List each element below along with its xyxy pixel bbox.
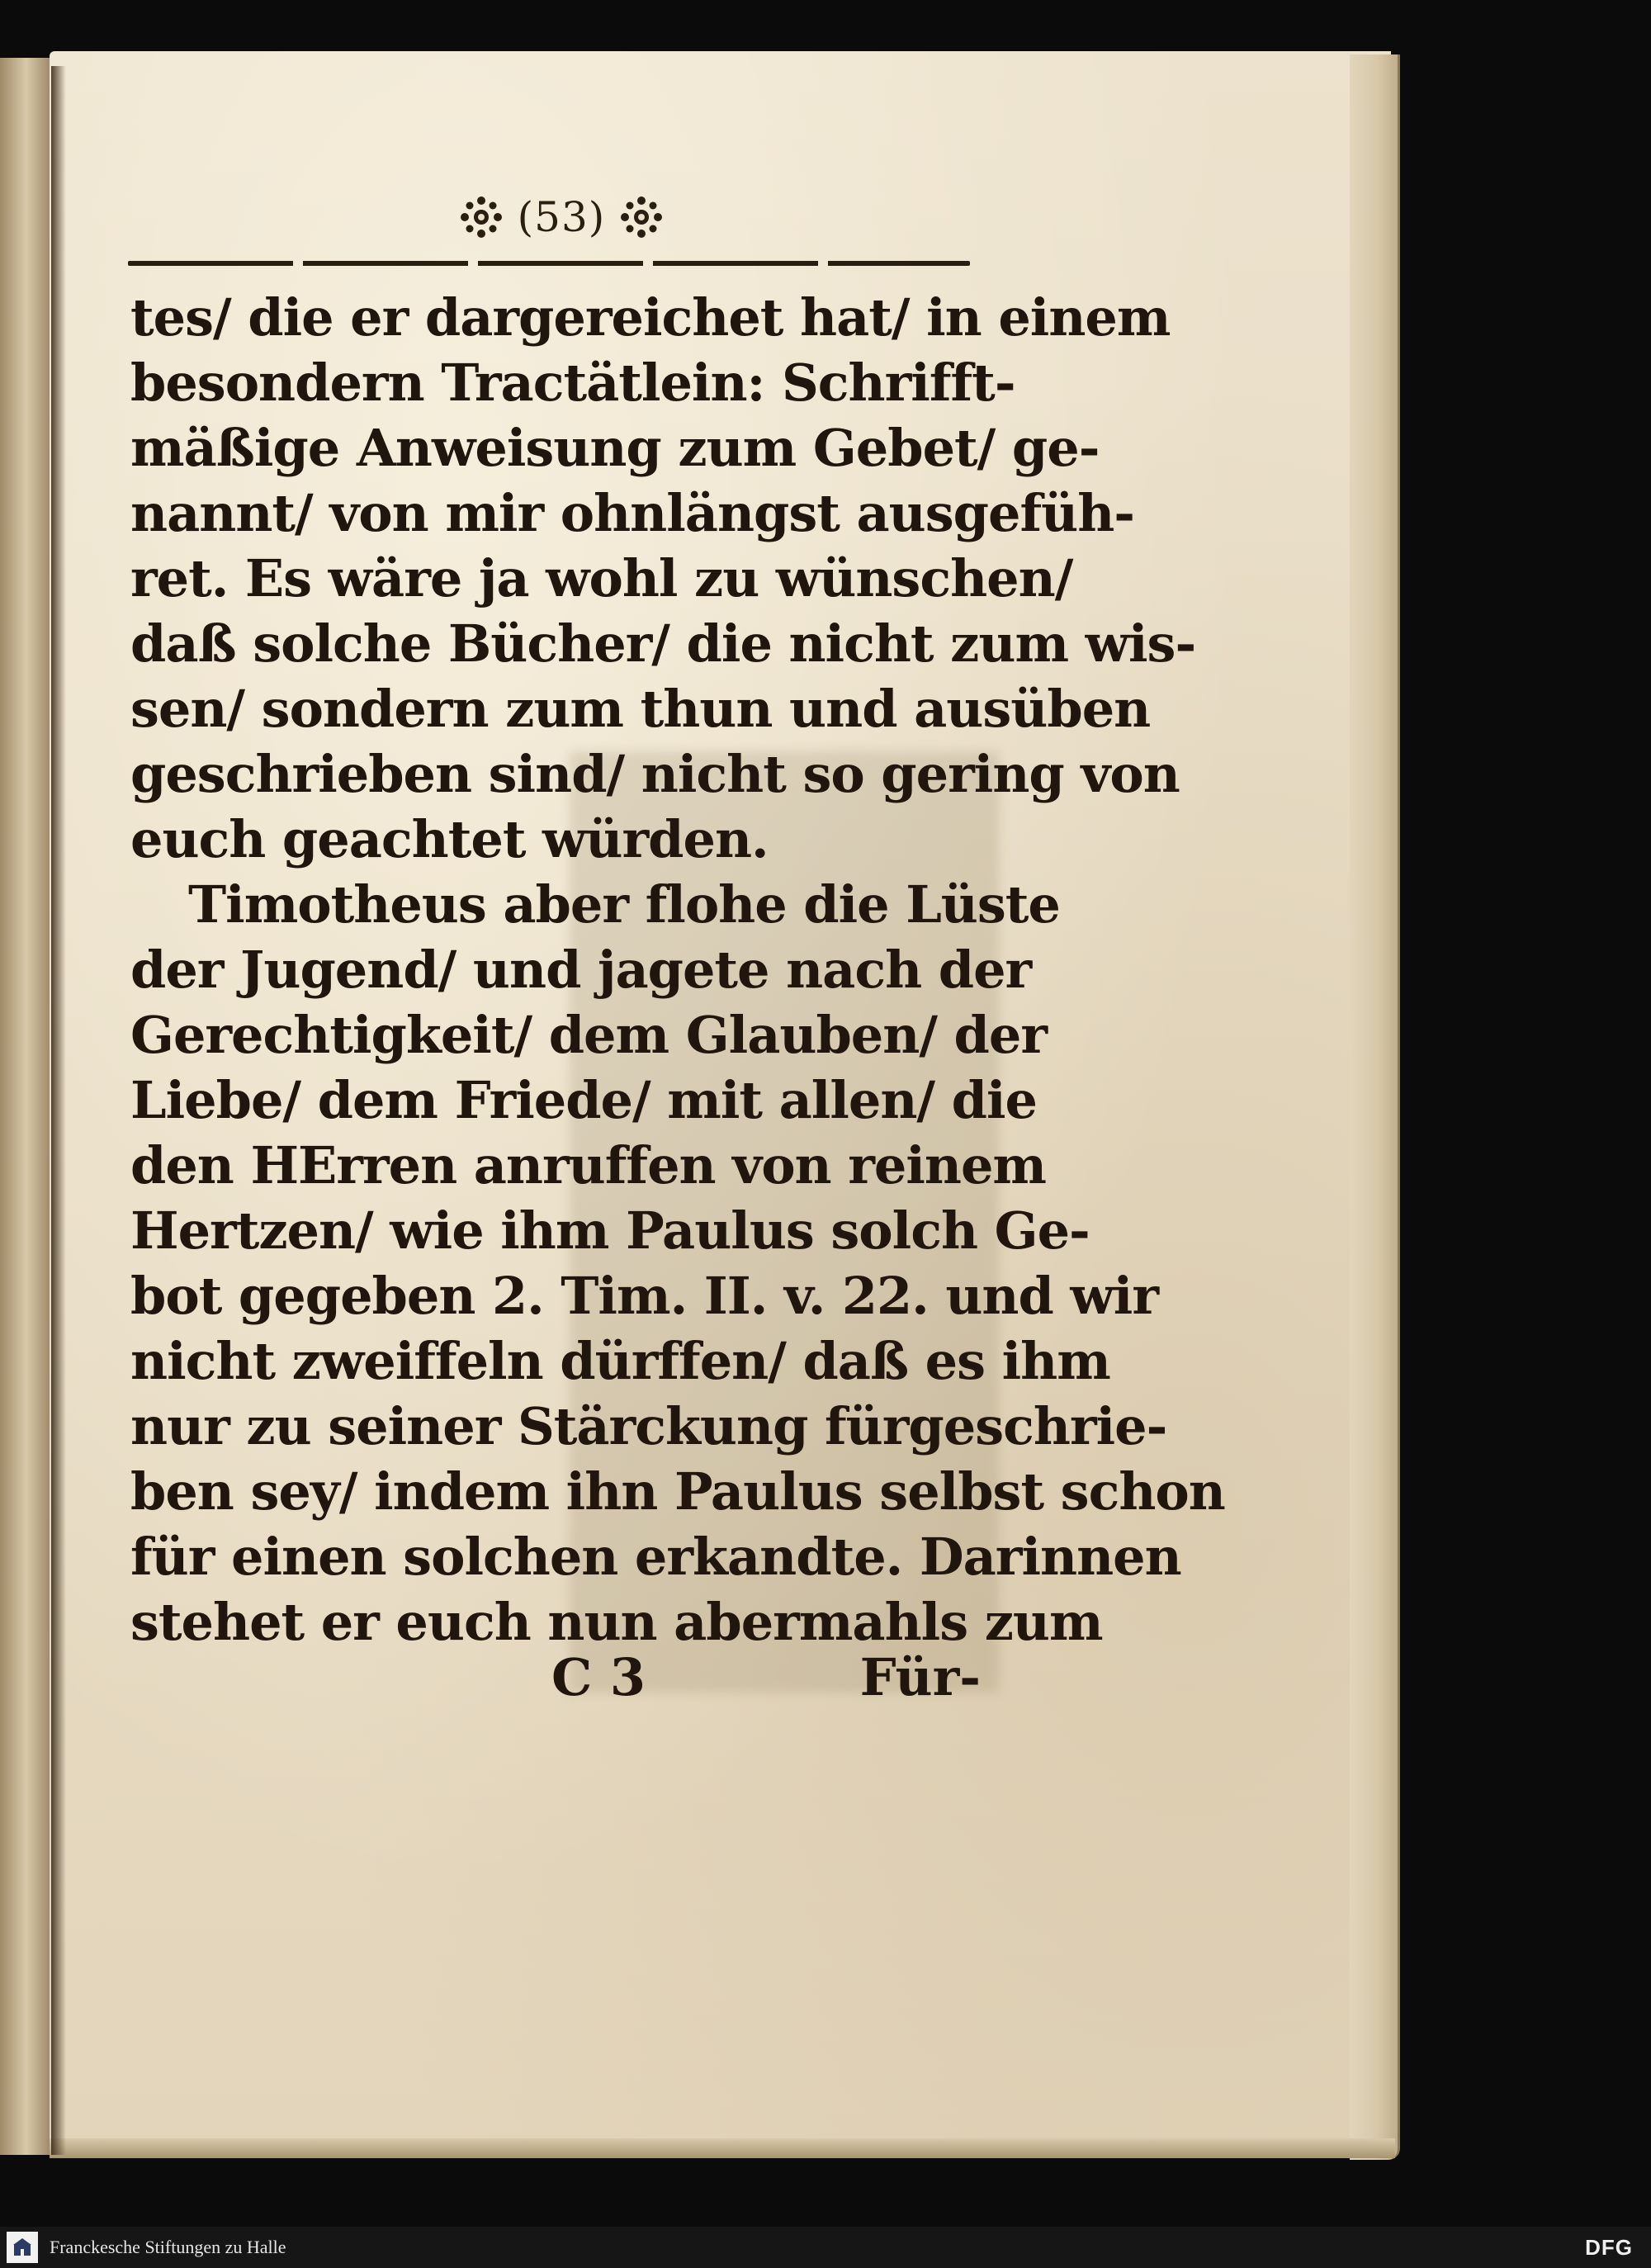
text-line: für einen solchen erkandte. Darinnen — [130, 1527, 1181, 1587]
text-line: tes/ die er dargereichet hat/ in einem — [130, 287, 1171, 348]
institution-name: Franckesche Stiftungen zu Halle — [50, 2237, 286, 2257]
viewer-footer-bar — [0, 2227, 1651, 2268]
text-line: Timotheus aber flohe die Lüste — [188, 874, 1060, 935]
text-line: mäßige Anweisung zum Gebet/ ge- — [130, 418, 1100, 478]
text-line: nicht zweiffeln dürffen/ daß es ihm — [130, 1331, 1110, 1391]
header-rule — [128, 261, 970, 266]
text-line: Hertzen/ wie ihm Paulus solch Ge- — [130, 1200, 1090, 1261]
text-line: nur zu seiner Stärckung fürgeschrie- — [130, 1396, 1167, 1456]
body-text — [130, 285, 1225, 1655]
text-line: nannt/ von mir ohnlängst ausgefüh- — [130, 483, 1135, 543]
text-line: besondern Tractätlein: Schrifft- — [130, 353, 1015, 413]
page-footer — [130, 1647, 981, 1713]
page-header — [438, 188, 685, 246]
text-line: der Jugend/ und jagete nach der — [130, 940, 1032, 1000]
text-line: Gerechtigkeit/ dem Glauben/ der — [130, 1005, 1048, 1065]
page-fore-edge — [1350, 54, 1400, 2160]
ornament-left-icon — [460, 196, 503, 239]
institution-logo-icon — [7, 2232, 38, 2263]
page-bottom-edge — [50, 2138, 1395, 2158]
text-line: geschrieben sind/ nicht so gering von — [130, 744, 1180, 804]
catchword: Für- — [859, 1647, 981, 1707]
text-line: den HErren anruffen von reinem — [130, 1135, 1047, 1196]
text-line: bot gegeben 2. Tim. II. v. 22. und wir — [130, 1266, 1159, 1326]
text-line: ben sey/ indem ihn Paulus selbst schon — [130, 1461, 1225, 1522]
ornament-right-icon — [620, 196, 663, 239]
building-icon — [12, 2237, 33, 2258]
text-line: Liebe/ dem Friede/ mit allen/ die — [130, 1070, 1037, 1130]
page-number: (53) — [517, 193, 606, 241]
text-line: euch geachtet würden. — [130, 809, 769, 869]
text-line: ret. Es wäre ja wohl zu wünschen/ — [130, 548, 1073, 608]
text-line: sen/ sondern zum thun und ausüben — [130, 679, 1151, 739]
dfg-badge: DFG — [1585, 2234, 1633, 2260]
text-line: stehet er euch nun abermahls zum — [130, 1592, 1103, 1652]
text-line: daß solche Bücher/ die nicht zum wis- — [130, 613, 1196, 674]
signature-mark: C 3 — [551, 1647, 646, 1707]
gutter-shadow — [51, 66, 66, 2155]
